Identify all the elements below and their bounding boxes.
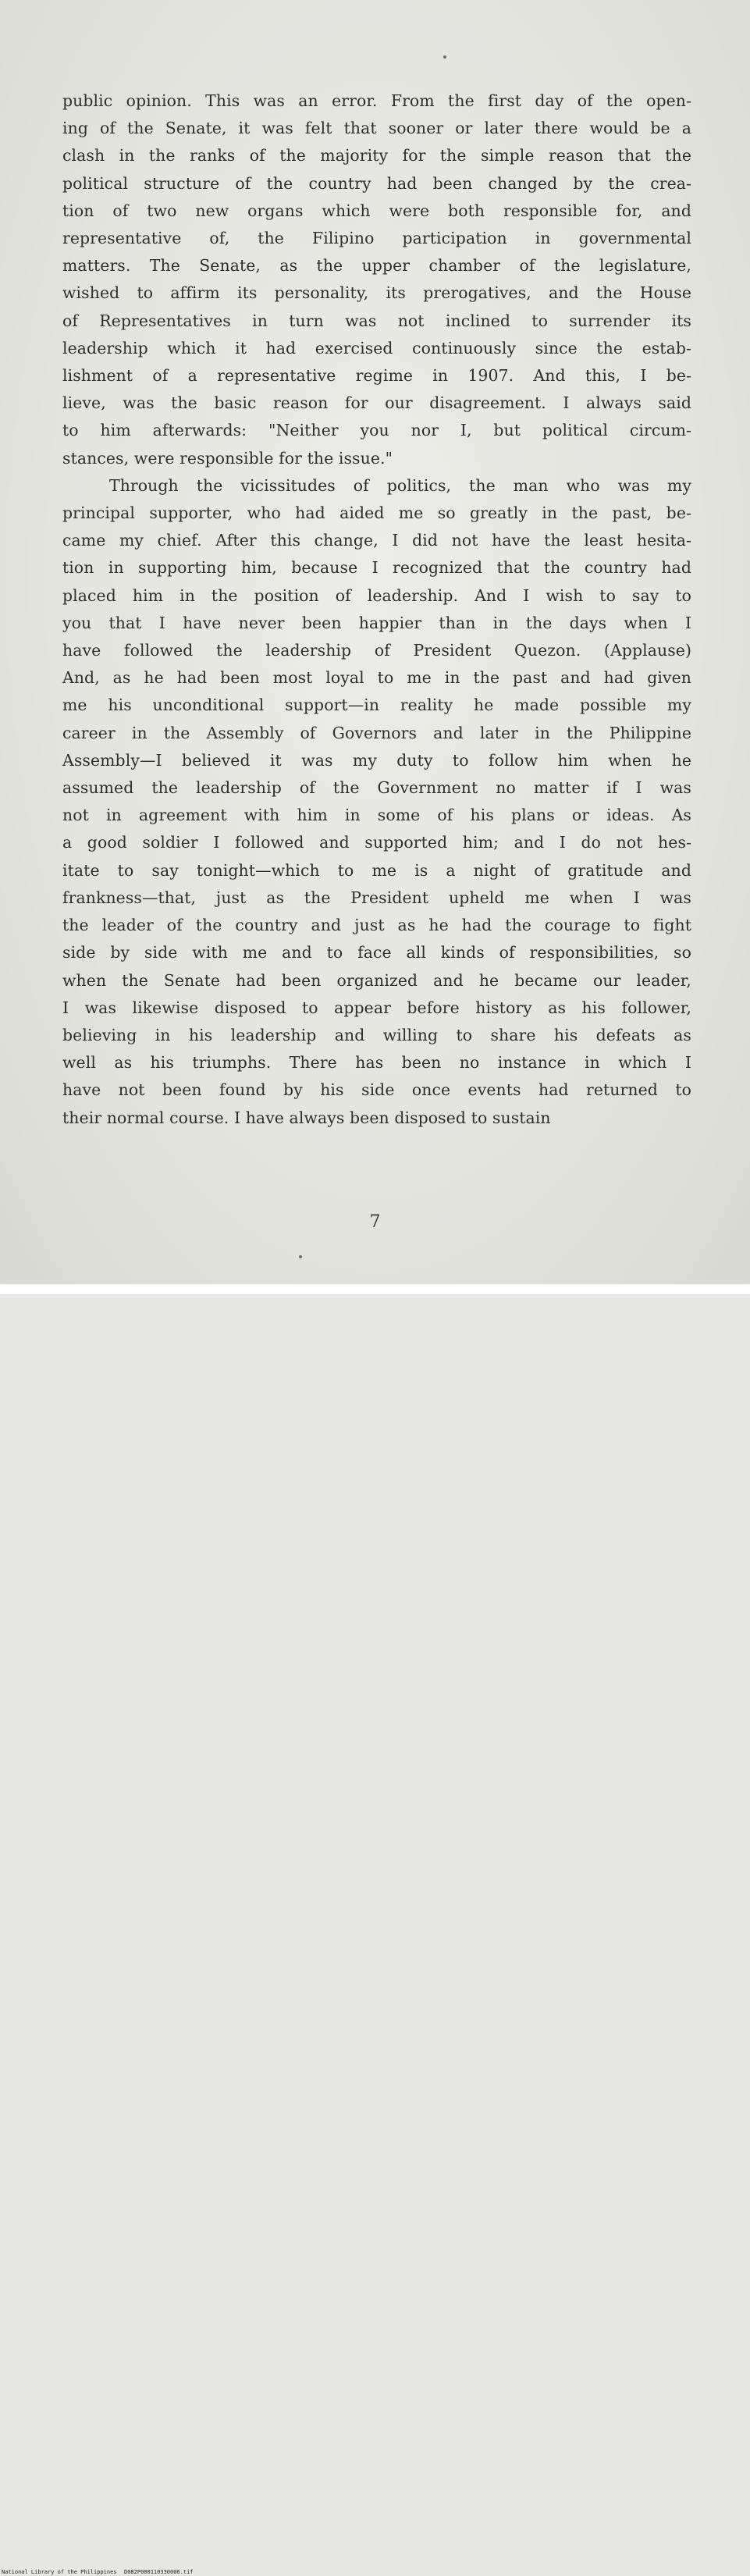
text-line: Assembly—I believed it was my duty to follow him when he (62, 750, 691, 770)
scan-speck (299, 1255, 302, 1258)
text-line: ing of the Senate, it was felt that sooner or later there would be a (62, 119, 691, 138)
text-line: the leader of the country and just as he had the courage to fight (62, 916, 691, 935)
text-line: career in the Assembly of Governors and later in the Philippine (62, 723, 691, 742)
footer-file-id: D082P000110330006.tif (124, 2569, 194, 2575)
scan-footer (0, 1284, 750, 2575)
text-line: their normal course. I have always been disposed to sustain (62, 1108, 551, 1127)
text-line: tion of two new organs which were both responsible for, and (62, 201, 691, 220)
text-line: placed him in the position of leadership. And I wish to say to (62, 585, 691, 605)
scan-speck (443, 55, 446, 59)
text-line: lieve, was the basic reason for our disagreement. I always said (62, 393, 691, 413)
text-line: public opinion. This was an error. From the first day of the open- (62, 91, 691, 110)
text-line: stances, were responsible for the issue." (62, 448, 393, 468)
text-line: you that I have never been happier than in the days when I (62, 613, 691, 632)
text-line: to him afterwards: "Neither you nor I, but political circum- (62, 421, 691, 440)
text-line: Through the vicissitudes of politics, the man who was my (109, 475, 691, 495)
text-line: I was likewise disposed to appear before history as his follower, (62, 998, 691, 1017)
text-line: principal supporter, who had aided me so greatly in the past, be- (62, 503, 691, 523)
text-line: And, as he had been most loyal to me in the past and had given (62, 668, 691, 688)
text-line: matters. The Senate, as the upper chamber of the legislature, (62, 256, 691, 276)
text-line: political structure of the country had been changed by the crea- (62, 173, 691, 193)
text-line: assumed the leadership of the Government no matter if I was (62, 778, 691, 798)
scanned-page (0, 0, 750, 1284)
text-line: tion in supporting him, because I recognized that the country had (62, 558, 691, 578)
text-line: not in agreement with him in some of his plans or ideas. As (62, 806, 691, 825)
text-line: me his unconditional support—in reality he made possible my (62, 696, 691, 715)
text-line: lishment of a representative regime in 1907. And this, I be- (62, 366, 691, 386)
footer-library: National Library of the Philippines (2, 2569, 117, 2575)
text-line: representative of, the Filipino participation in governmental (62, 229, 691, 248)
text-line: of Representatives in turn was not inclined to surrender its (62, 311, 691, 330)
text-line: leadership which it had exercised continuously since the estab- (62, 338, 691, 358)
text-line: wished to affirm its personality, its prerogatives, and the House (62, 283, 691, 303)
text-line: side by side with me and to face all kinds of responsibilities, so (62, 943, 691, 962)
body-text (62, 87, 691, 1132)
paragraph (62, 472, 691, 1132)
text-line: clash in the ranks of the majority for the simple reason that the (62, 146, 691, 165)
text-line: a good soldier I followed and supported him; and I do not hes- (62, 833, 691, 852)
page-number: 7 (369, 1212, 381, 1232)
text-line: frankness—that, just as the President upheld me when I was (62, 888, 691, 907)
text-line: well as his triumphs. There has been no instance in which I (62, 1053, 691, 1073)
text-line: have followed the leadership of President Quezon. (Applause) (62, 641, 691, 660)
paragraph (62, 87, 691, 472)
text-line: when the Senate had been organized and he became our leader, (62, 970, 691, 990)
text-line: came my chief. After this change, I did not have the least hesita- (62, 531, 691, 550)
text-line: believing in his leadership and willing to share his defeats as (62, 1025, 691, 1044)
text-line: itate to say tonight—which to me is a night of gratitude and (62, 860, 691, 880)
text-line: have not been found by his side once events had returned to (62, 1080, 691, 1100)
